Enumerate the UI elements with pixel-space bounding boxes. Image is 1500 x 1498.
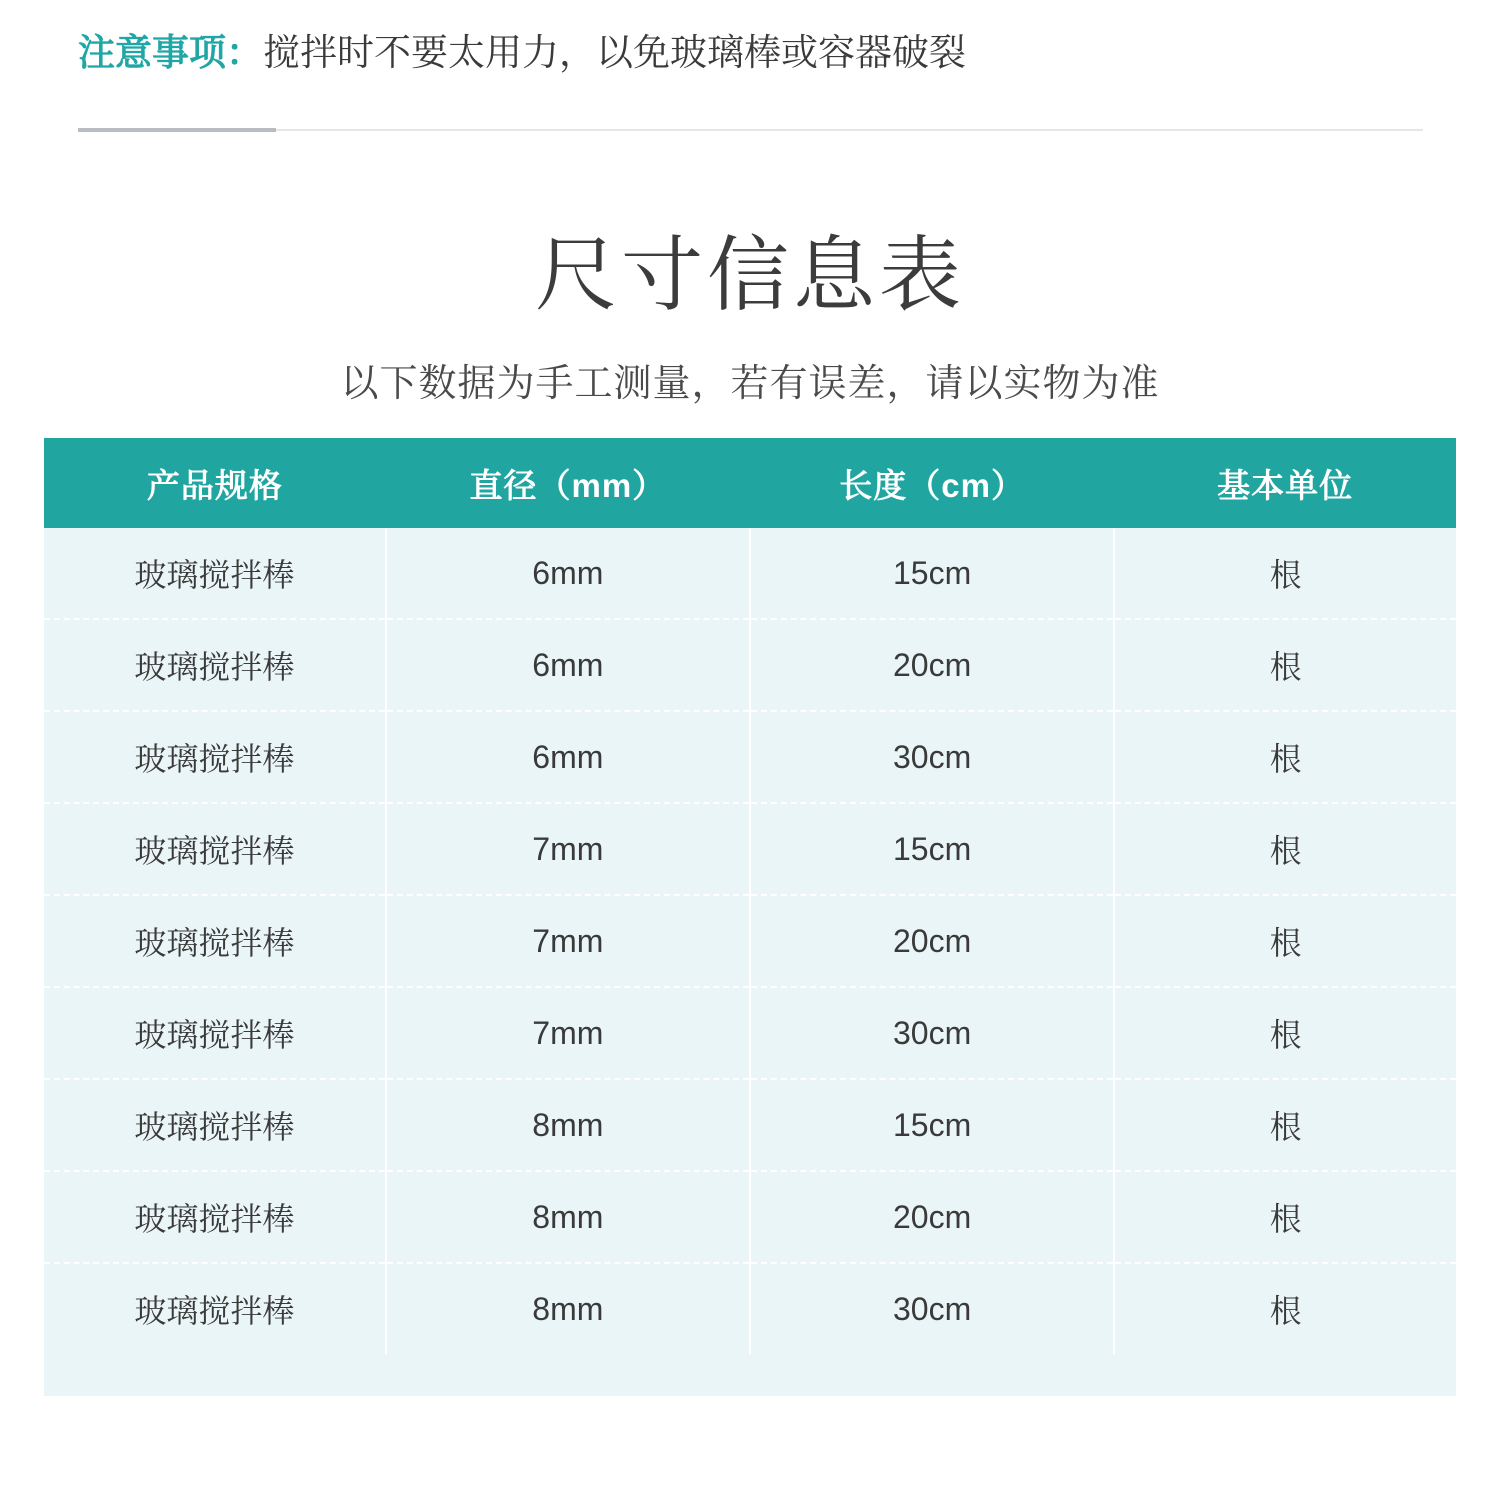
cell-length: 15cm: [750, 528, 1114, 619]
cell-spec: 玻璃搅拌棒: [44, 895, 386, 987]
table-row: [44, 803, 1456, 895]
cell-spec: 玻璃搅拌棒: [44, 1171, 386, 1263]
cell-diameter: 6mm: [386, 619, 750, 711]
cell-spec: 玻璃搅拌棒: [44, 619, 386, 711]
cell-spec: 玻璃搅拌棒: [44, 987, 386, 1079]
table-header-row: [44, 438, 1456, 528]
notice-line: [78, 28, 966, 78]
table-row: [44, 987, 1456, 1079]
cell-length: 30cm: [750, 711, 1114, 803]
table-bottom-padding: [44, 1354, 1456, 1396]
cell-length: 30cm: [750, 987, 1114, 1079]
notice-colon: ：: [226, 32, 263, 73]
table-row: [44, 711, 1456, 803]
cell-spec: 玻璃搅拌棒: [44, 711, 386, 803]
cell-length: 20cm: [750, 1171, 1114, 1263]
cell-unit: 根: [1114, 1263, 1456, 1354]
table-header-cell-spec: 产品规格: [44, 438, 386, 528]
cell-diameter: 6mm: [386, 528, 750, 619]
table-header-cell-length: 长度（cm）: [750, 438, 1114, 528]
divider: [78, 128, 1423, 132]
cell-spec: 玻璃搅拌棒: [44, 528, 386, 619]
cell-diameter: 6mm: [386, 711, 750, 803]
cell-unit: 根: [1114, 711, 1456, 803]
cell-diameter: 7mm: [386, 895, 750, 987]
cell-length: 15cm: [750, 1079, 1114, 1171]
cell-spec: 玻璃搅拌棒: [44, 1079, 386, 1171]
table-header-cell-diameter: 直径（mm）: [386, 438, 750, 528]
divider-accent-line: [78, 128, 276, 132]
cell-length: 15cm: [750, 803, 1114, 895]
cell-unit: 根: [1114, 528, 1456, 619]
cell-diameter: 8mm: [386, 1263, 750, 1354]
table-row: [44, 1079, 1456, 1171]
cell-spec: 玻璃搅拌棒: [44, 803, 386, 895]
notice-label: 注意事项: [78, 32, 226, 73]
table-body: [44, 528, 1456, 1354]
cell-diameter: 8mm: [386, 1171, 750, 1263]
cell-length: 20cm: [750, 619, 1114, 711]
cell-spec: 玻璃搅拌棒: [44, 1263, 386, 1354]
table-header: [44, 438, 1456, 528]
table-row: [44, 528, 1456, 619]
table-row: [44, 619, 1456, 711]
size-table-container: [44, 438, 1456, 1396]
divider-base-line: [78, 129, 1423, 131]
table-row: [44, 1263, 1456, 1354]
cell-unit: 根: [1114, 1079, 1456, 1171]
page-title: 尺寸信息表: [534, 230, 965, 321]
table-row: [44, 1171, 1456, 1263]
page-subtitle: 以下数据为手工测量，若有误差，请以实物为准: [340, 363, 1160, 405]
cell-length: 30cm: [750, 1263, 1114, 1354]
table-row: [44, 895, 1456, 987]
cell-unit: 根: [1114, 803, 1456, 895]
cell-diameter: 7mm: [386, 987, 750, 1079]
notice-text: 搅拌时不要太用力，以免玻璃棒或容器破裂: [263, 32, 966, 73]
cell-diameter: 8mm: [386, 1079, 750, 1171]
cell-unit: 根: [1114, 619, 1456, 711]
cell-unit: 根: [1114, 1171, 1456, 1263]
cell-length: 20cm: [750, 895, 1114, 987]
cell-diameter: 7mm: [386, 803, 750, 895]
size-table: [44, 438, 1456, 1354]
table-header-cell-unit: 基本单位: [1114, 438, 1456, 528]
cell-unit: 根: [1114, 895, 1456, 987]
cell-unit: 根: [1114, 987, 1456, 1079]
